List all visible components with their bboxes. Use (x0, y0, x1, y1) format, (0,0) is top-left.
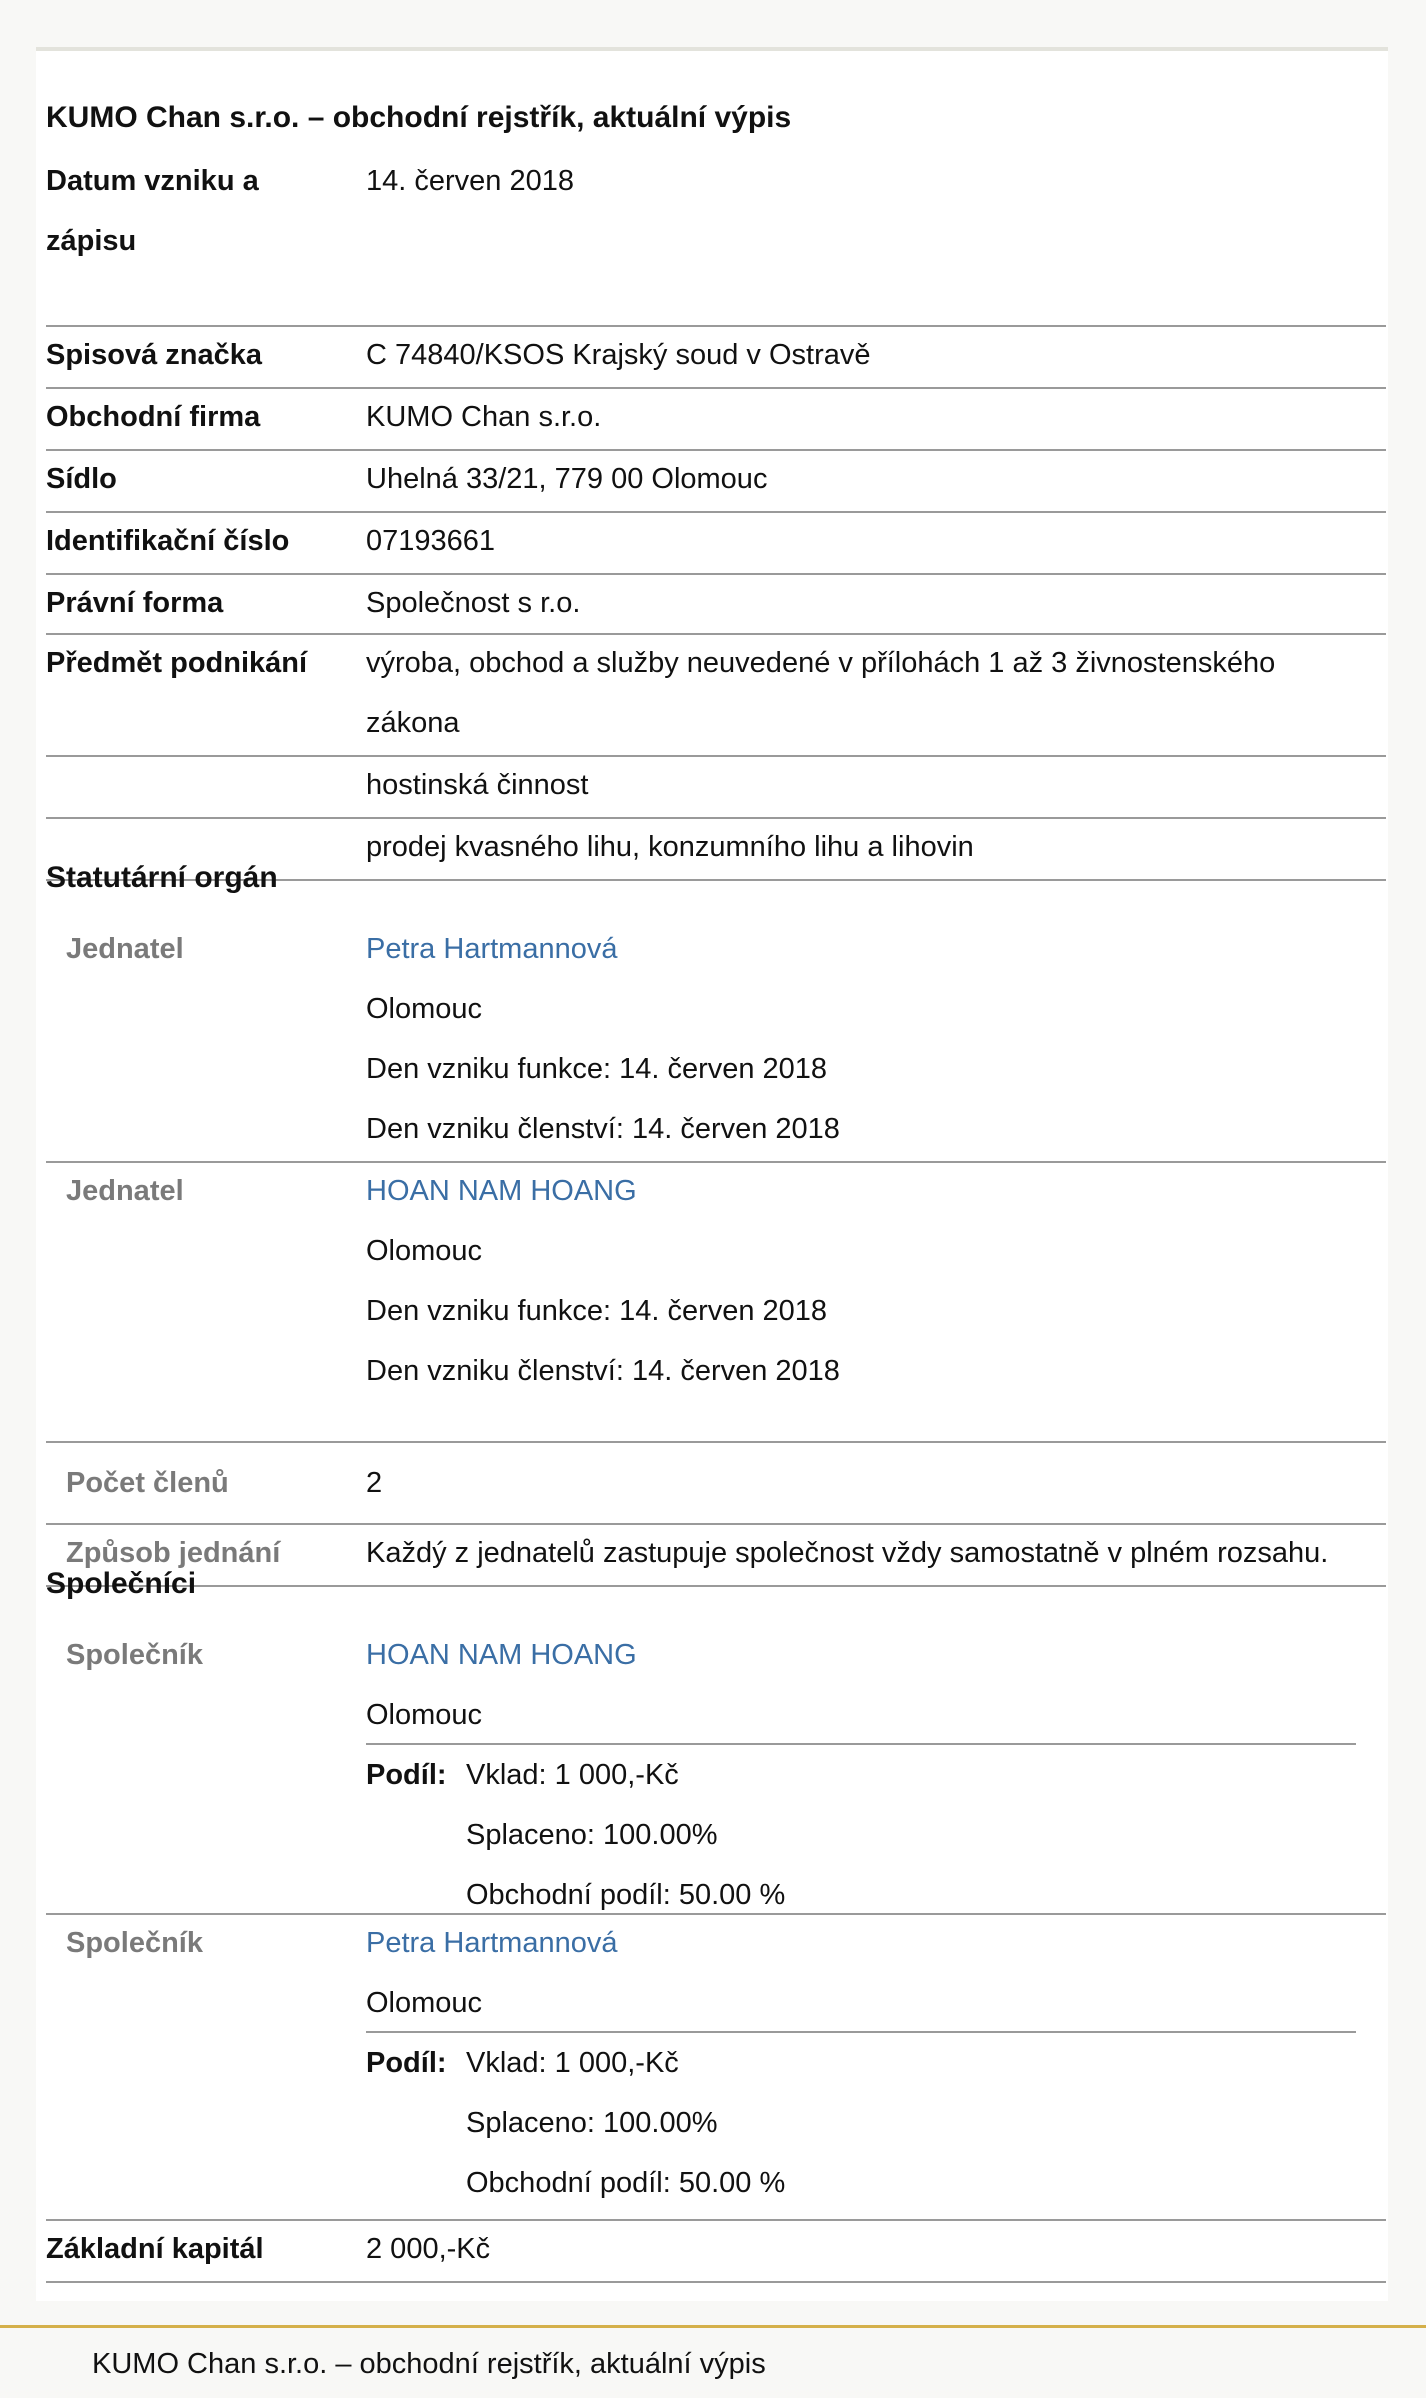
partner-1 (46, 1627, 1386, 1915)
partner-name-link[interactable]: HOAN NAM HOANG (366, 1639, 637, 1671)
predmet-1-line1: výroba, obchod a služby neuvedené v přílohách 1 až 3 živnostenského (366, 647, 1276, 679)
kapital-value: 2 000,-Kč (366, 2233, 491, 2265)
member-city: Olomouc (366, 993, 483, 1025)
row-obchodni-firma (46, 389, 1386, 451)
section-statutarni-organ: Statutární orgán (46, 861, 278, 894)
datum-label-line2: zápisu (46, 225, 137, 257)
member-clenstvi: Den vzniku členství: 14. červen 2018 (366, 1355, 840, 1387)
kapital-label: Základní kapitál (46, 2233, 264, 2265)
podil-label: Podíl: (366, 2047, 447, 2079)
registry-card (36, 47, 1388, 2301)
member-funkce: Den vzniku funkce: 14. červen 2018 (366, 1053, 828, 1085)
member-role: Jednatel (66, 1175, 184, 1207)
row-pravni-forma (46, 575, 1386, 635)
footer-divider (0, 2325, 1426, 2328)
partner-2 (46, 1915, 1386, 2221)
predmet-3: prodej kvasného lihu, konzumního lihu a lihovin (366, 831, 974, 863)
pocet-value: 2 (366, 1467, 383, 1499)
partner-city: Olomouc (366, 1699, 483, 1731)
predmet-2: hostinská činnost (366, 769, 589, 801)
member-funkce: Den vzniku funkce: 14. červen 2018 (366, 1295, 828, 1327)
firma-value: KUMO Chan s.r.o. (366, 401, 602, 433)
section-spolecnici: Společníci (46, 1567, 197, 1600)
partner-name-link[interactable]: Petra Hartmannová (366, 1927, 618, 1959)
row-spisova-znacka (46, 327, 1386, 389)
member-name-link[interactable]: HOAN NAM HOANG (366, 1175, 637, 1207)
partner-city: Olomouc (366, 1987, 483, 2019)
member-clenstvi: Den vzniku členství: 14. červen 2018 (366, 1113, 840, 1145)
sidlo-value: Uhelná 33/21, 779 00 Olomouc (366, 463, 768, 495)
zpusob-value: Každý z jednatelů zastupuje společnost vždy samostatně v plném rozsahu. (366, 1537, 1329, 1569)
spis-value: C 74840/KSOS Krajský soud v Ostravě (366, 339, 871, 371)
row-predmet-2 (46, 757, 1386, 819)
ico-label: Identifikační číslo (46, 525, 290, 557)
podil-splaceno: Splaceno: 100.00% (466, 1819, 718, 1851)
ico-value: 07193661 (366, 525, 496, 557)
zpusob-label: Způsob jednání (66, 1537, 281, 1569)
member-name-link[interactable]: Petra Hartmannová (366, 933, 618, 965)
sidlo-label: Sídlo (46, 463, 117, 495)
row-predmet-1 (46, 635, 1386, 757)
page-title: KUMO Chan s.r.o. – obchodní rejstřík, aktuální výpis (46, 101, 792, 134)
row-zpusob-jednani (46, 1525, 1386, 1587)
predmet-1-line2: zákona (366, 707, 460, 739)
podil-vklad: Vklad: 1 000,-Kč (466, 1759, 679, 1791)
podil-splaceno: Splaceno: 100.00% (466, 2107, 718, 2139)
row-pocet-clenu (46, 1443, 1386, 1525)
datum-value: 14. červen 2018 (366, 165, 574, 197)
pocet-label: Počet členů (66, 1467, 229, 1499)
spis-label: Spisová značka (46, 339, 262, 371)
firma-label: Obchodní firma (46, 401, 261, 433)
podil-obchodni: Obchodní podíl: 50.00 % (466, 2167, 786, 2199)
podil-label: Podíl: (366, 1759, 447, 1791)
datum-label-line1: Datum vzniku a (46, 165, 259, 197)
podil-obchodni: Obchodní podíl: 50.00 % (466, 1879, 786, 1911)
forma-label: Právní forma (46, 587, 224, 619)
member-city: Olomouc (366, 1235, 483, 1267)
statutar-member-1 (46, 921, 1386, 1163)
footer-title: KUMO Chan s.r.o. – obchodní rejstřík, aktuální výpis (92, 2348, 766, 2380)
partner-role: Společník (66, 1639, 203, 1671)
forma-value: Společnost s r.o. (366, 587, 581, 619)
row-zakladni-kapital (46, 2221, 1386, 2283)
row-sidlo (46, 451, 1386, 513)
row-ico (46, 513, 1386, 575)
partner-divider (366, 1743, 1356, 1745)
partner-divider (366, 2031, 1356, 2033)
podil-vklad: Vklad: 1 000,-Kč (466, 2047, 679, 2079)
member-role: Jednatel (66, 933, 184, 965)
statutar-member-2 (46, 1163, 1386, 1443)
row-datum-vzniku (46, 151, 1386, 327)
partner-role: Společník (66, 1927, 203, 1959)
predmet-label: Předmět podnikání (46, 647, 308, 679)
